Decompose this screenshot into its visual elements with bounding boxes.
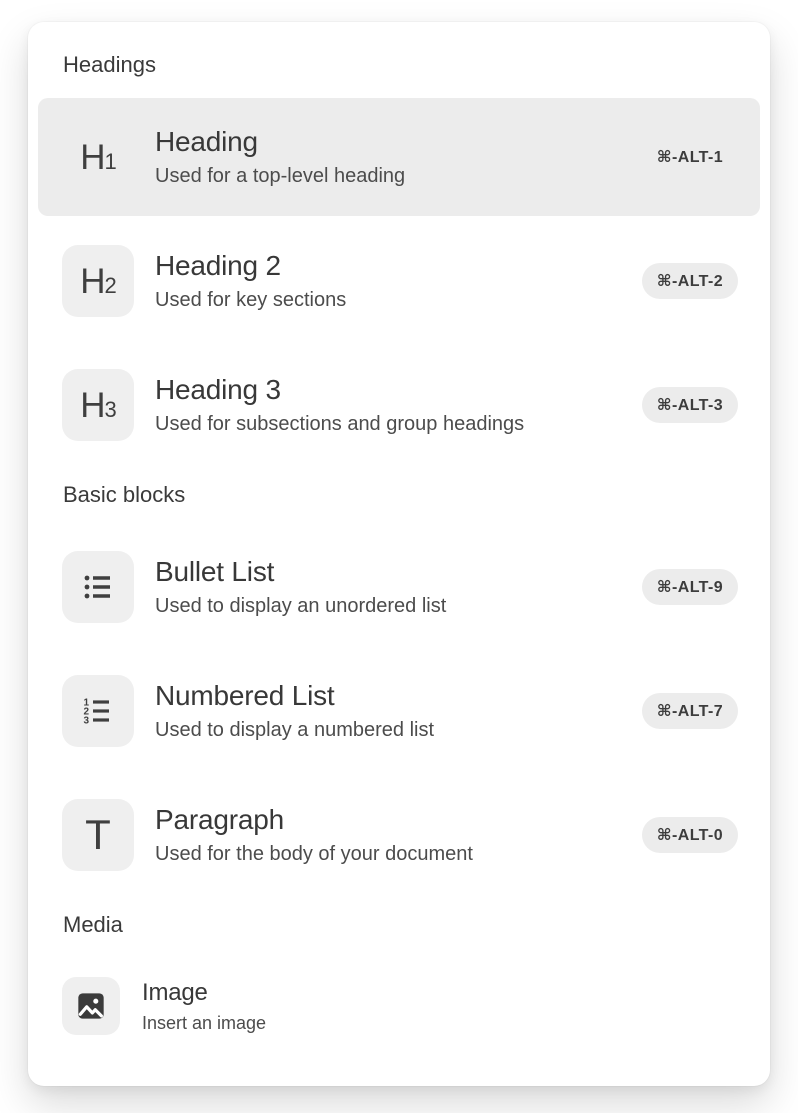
menu-item-numbered-list[interactable] [38,652,760,770]
menu-item-texts [155,803,642,868]
menu-item-description: Used to display a numbered list [155,718,435,741]
shortcut-badge: ⌘-ALT-3 [642,387,738,423]
numbered-list-icon [62,675,134,747]
menu-section-media [38,912,760,1054]
menu-item-title: Heading 3 [155,373,281,405]
svg-text:2: 2 [83,706,89,718]
svg-text:3: 3 [83,715,89,727]
menu-item-description: Insert an image [142,1012,267,1033]
menu-item-title: Numbered List [155,679,335,711]
menu-item-texts [142,978,738,1035]
menu-item-title: Heading 2 [155,249,281,281]
menu-item-heading-2[interactable] [38,222,760,340]
shortcut-badge: ⌘-ALT-7 [642,693,738,729]
menu-item-description: Used to display an unordered list [155,594,447,617]
menu-item-paragraph[interactable] [38,776,760,894]
menu-item-texts [155,555,642,620]
menu-item-texts [155,679,642,744]
menu-item-description: Used for the body of your document [155,842,473,865]
menu-section-basic-blocks [38,482,760,894]
section-rows [38,98,760,464]
menu-item-bullet-list[interactable] [38,528,760,646]
menu-item-title: Bullet List [155,555,275,587]
block-insert-menu [28,22,770,1086]
menu-item-title: Paragraph [155,803,284,835]
section-rows [38,958,760,1054]
menu-item-description: Used for key sections [155,288,347,311]
menu-item-texts [155,373,642,438]
section-label: Basic blocks [63,482,186,507]
section-label: Media [63,912,123,937]
section-rows [38,528,760,894]
svg-text:1: 1 [83,697,89,709]
menu-item-image[interactable] [38,958,760,1054]
paragraph-icon: T [62,799,134,871]
menu-item-description: Used for subsections and group headings [155,412,525,435]
shortcut-badge: ⌘-ALT-9 [642,569,738,605]
h1-icon: H1 [80,137,116,177]
shortcut-badge: ⌘-ALT-2 [642,263,738,299]
shortcut-badge: ⌘-ALT-0 [642,817,738,853]
h3-icon: H3 [62,369,134,441]
menu-item-texts [155,125,642,190]
menu-item-title: Image [142,978,208,1006]
menu-item-heading[interactable] [38,98,760,216]
menu-item-title: Heading [155,125,258,157]
shortcut-badge: ⌘-ALT-1 [642,139,738,175]
image-icon [62,977,120,1035]
h2-icon: H2 [62,245,134,317]
menu-section-headings [38,52,760,464]
bullet-list-icon [62,551,134,623]
menu-item-heading-3[interactable] [38,346,760,464]
section-label: Headings [63,52,156,77]
menu-item-texts [155,249,642,314]
menu-item-description: Used for a top-level heading [155,164,406,187]
